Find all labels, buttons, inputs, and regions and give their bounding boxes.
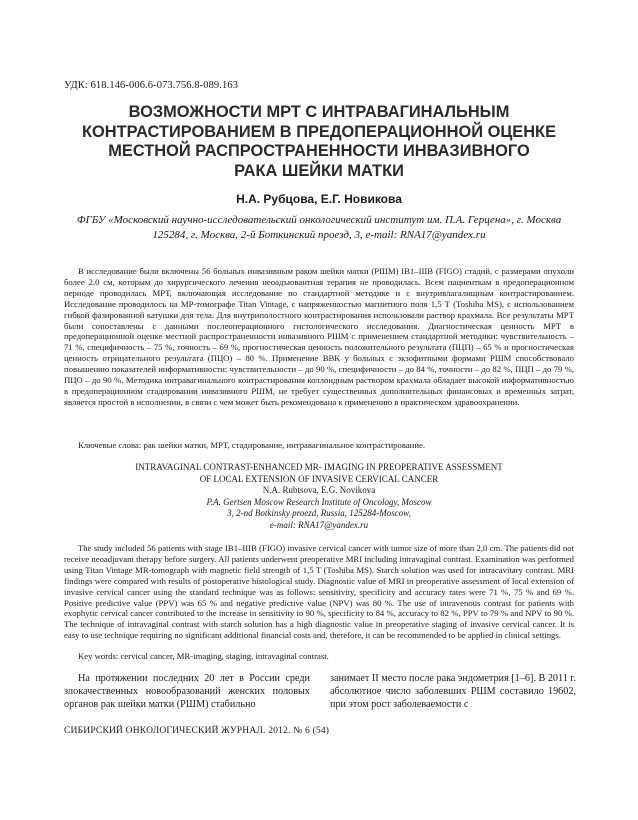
en-abstract: The study included 56 patients with stage IB1–IIIB (FIGO) invasive cervical cancer with tumor size of more than 2,0 cm. The patients did not receive neoadjuvant therapy before surgery. All patients underwent preoperative MRI including intravaginal contrast. Examination was performed using Titan Vintage MR-tomograph with magnetic field strength of 1,5 T (Toshiba MS). Starch solution was used for intracavitary contrast. MRI findings were compared with results of postoperative histological study. Diagnostic value of MRI in preoperative assessment of local extension of invasive cervical cancer using the standard technique was as follows: sensitivity, specificity and accuracy rates were 71 %, 75 % and 69 %. Positive predictive value (PPV) was 65 % and negative predictive value (NPV) was 80 %. The use of intravenous contrast for patients with exophytic cervical cancer contributed to the increase in sensitivity to 90 %, specificity to 84 %, accuracy to 82 %, PPV to 79 % and NPV to 90 %. The technique of intravaginal contrast with starch solution has a high diagnostic value in preoperative staging of invasive cervical cancer. It is easy to use technique requiring no significant additional financial costs and, therefore, it can be recommended to be applied in clinical settings. bbox=[64, 543, 574, 641]
affiliation-line: ФГБУ «Московский научно-исследовательский онкологический институт им. П.А. Герцена», г. Москва bbox=[76, 214, 562, 226]
title-line: ВОЗМОЖНОСТИ МРТ С ИНТРАВАГИНАЛЬНЫМ bbox=[128, 103, 510, 121]
en-keywords: Key words: cervical cancer, MR-imaging, staging, intravaginal contrast. bbox=[78, 651, 329, 661]
article-title bbox=[64, 103, 574, 181]
en-header bbox=[64, 462, 574, 531]
en-authors: N.A. Rubtsova, E.G. Novikova bbox=[262, 485, 376, 495]
affiliation bbox=[64, 213, 574, 243]
udk-code: УДК: 618.146-006.6-073.756.8-089.163 bbox=[64, 80, 239, 91]
body-column-right: занимает II место после рака эндометрия [1–6]. В 2011 г. абсолютное число заболевших РШМ составило 19602, при этом рост заболеваемости с bbox=[330, 673, 576, 710]
body-column-left: На протяжении последних 20 лет в России среди злокачественных новообразований женских половых органов рак шейки матки (РШМ) стабильно bbox=[64, 673, 310, 710]
ru-abstract: В исследование были включены 56 больных инвазивным раком шейки матки (РШМ) IB1–IIIB (FIGO) стадий, с размерами опухоли более 2,0 см, которым до хирургического лечения неоадъювантная терапия не проводилась. Всем пациенткам в предоперационном периоде проводилась МРТ, включающая исследование по стандартной методике и с внутривлагалищным контрастированием. Исследование проводилось на МР-томографе Titan Vintage, с напряженностью магнитного поля 1,5 Т (Toshiba MS), с использованием гибкой фазированной катушки для тела. Для внутриполостного контрастирования использовали раствор крахмала. Все результаты МРТ были сопоставлены с данными послеоперационного гистологического исследования. Диагностическая ценность МРТ в предоперационной оценке местной распространенности инвазивного РШМ с применением стандартной методики: чувствительность – 71 %, специфичность – 75 %, точность – 69 %, прогностическая ценность положительного результата (ПЦП) – 65 % и прогностическая ценность отрицательного результата (ПЦО) – 80 %. Применение ВВК у больных с экзофитными формами РШМ способствовало повышению показателей информативности: чувствительности – до 90 %, специфичности – до 84 %, точности – до 82 %, ПЦП – до 79 %, ПЦО – до 90 %. Методика интравагинального контрастирования коллоидным раствором крахмала обладает высокой информативностью в предоперационном стадировании инвазивного РШМ, не требует существенных дополнительных финансовых и временных затрат, является простой в исполнении, в связи с чем может быть рекомендована к применению в практическом здравоохранении. bbox=[64, 266, 574, 407]
en-affiliation-line: 3, 2-nd Botkinsky proezd, Russia, 125284-Moscow, bbox=[227, 508, 411, 518]
title-line: МЕСТНОЙ РАСПРОСТРАНЕННОСТИ ИНВАЗИВНОГО bbox=[108, 142, 530, 160]
en-affiliation-line: P.A. Gertsen Moscow Research Institute of Oncology, Moscow bbox=[206, 496, 432, 507]
affiliation-line: 125284, г. Москва, 2-й Боткинский проезд, 3, e-mail: RNA17@yandex.ru bbox=[152, 229, 486, 241]
journal-footer: СИБИРСКИЙ ОНКОЛОГИЧЕСКИЙ ЖУРНАЛ. 2012. № 6 (54) bbox=[64, 726, 330, 736]
en-title-line: OF LOCAL EXTENSION OF INVASIVE CERVICAL CANCER bbox=[199, 473, 439, 484]
ru-keywords: Ключевые слова: рак шейки матки, МРТ, стадирование, интравагинальное контрастирование. bbox=[78, 440, 426, 450]
title-line: РАКА ШЕЙКИ МАТКИ bbox=[234, 161, 404, 180]
title-line: КОНТРАСТИРОВАНИЕМ В ПРЕДОПЕРАЦИОННОЙ ОЦЕНКЕ bbox=[81, 122, 556, 141]
en-title-line: INTRAVAGINAL CONTRAST-ENHANCED MR- IMAGING IN PREOPERATIVE ASSESSMENT bbox=[135, 462, 503, 472]
en-affiliation-line: e-mail: RNA17@yandex.ru bbox=[269, 519, 369, 530]
authors: Н.А. Рубцова, Е.Г. Новикова bbox=[236, 192, 402, 206]
